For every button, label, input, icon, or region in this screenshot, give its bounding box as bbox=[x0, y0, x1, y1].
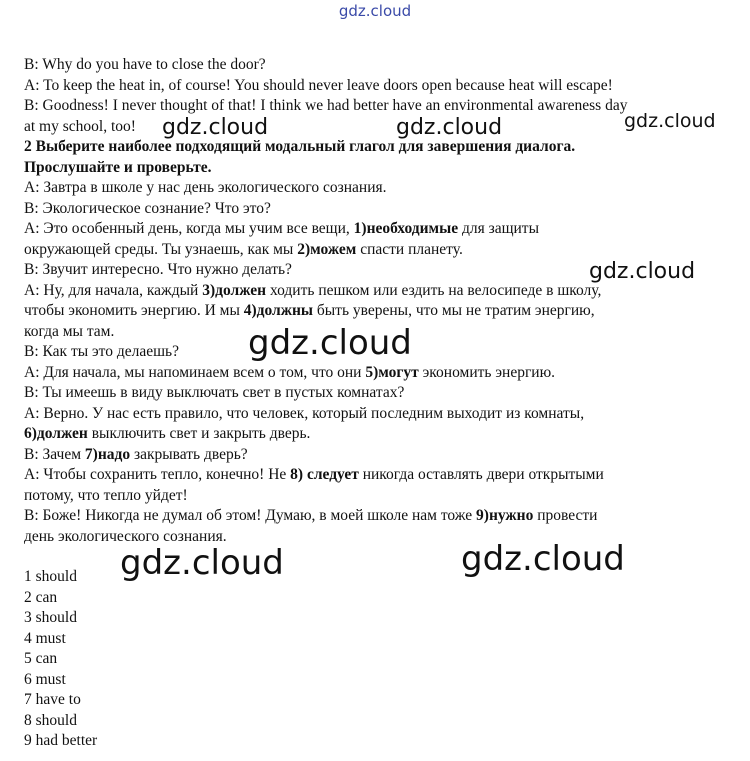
watermark: gdz.cloud bbox=[624, 110, 716, 132]
answer-highlight: 7)надо bbox=[84, 445, 131, 463]
dialogue-text: экономить энергию. bbox=[418, 363, 556, 381]
answer-item: 8 should bbox=[24, 711, 77, 729]
answer-item: 1 should bbox=[24, 568, 77, 585]
dialogue-text: быть уверены, что мы не тратим энергию, bbox=[313, 302, 595, 319]
dialogue-text: спасти планету. bbox=[356, 240, 463, 258]
dialogue-text: выключить свет и закрыть дверь. bbox=[87, 425, 311, 442]
dialogue-line bbox=[24, 404, 724, 425]
dialogue-text: A: Завтра в школе у нас день экологического сознания. bbox=[24, 179, 387, 196]
answer-list bbox=[24, 567, 724, 752]
dialogue-line bbox=[24, 445, 724, 466]
dialogue-line bbox=[24, 199, 724, 220]
watermark: gdz.cloud bbox=[589, 259, 696, 284]
dialogue-line bbox=[24, 424, 724, 445]
answer-item: 9 had better bbox=[24, 732, 98, 749]
answer-highlight: 5)могут bbox=[365, 363, 419, 381]
dialogue-line bbox=[24, 219, 724, 240]
dialogue-line: B: Why do you have to close the door? bbox=[24, 56, 266, 73]
dialogue-text: B: Экологическое сознание? Что это? bbox=[24, 199, 271, 217]
answer-highlight: 4)должны bbox=[243, 302, 313, 319]
dialogue-text: никогда оставлять двери открытыми bbox=[358, 466, 604, 483]
answer-highlight: 3)должен bbox=[202, 281, 267, 299]
answer-highlight: 1)необходимые bbox=[353, 220, 459, 237]
dialogue-text: закрывать дверь? bbox=[130, 445, 248, 463]
answer-highlight: 2)можем bbox=[297, 240, 357, 258]
watermark: gdz.cloud bbox=[461, 539, 625, 579]
watermark: gdz.cloud bbox=[120, 543, 284, 583]
dialogue-line: at my school, too! bbox=[24, 117, 136, 135]
answer-item: 4 must bbox=[24, 629, 66, 647]
dialogue-text: окружающей среды. Ты узнаешь, как мы bbox=[24, 240, 298, 258]
watermark: gdz.cloud bbox=[396, 115, 503, 140]
dialogue-text: ходить пешком или ездить на велосипеде в школу, bbox=[266, 281, 602, 299]
answer-item: 7 have to bbox=[24, 691, 81, 708]
dialogue-text: A: Верно. У нас есть правило, что человек, который последним выходит из комнаты, bbox=[24, 404, 585, 422]
task-heading: 2 Выберите наиболее подходящий модальный глагол для завершения диалога. bbox=[24, 138, 576, 155]
dialogue-text: для защиты bbox=[458, 220, 539, 237]
dialogue-text: B: Зачем bbox=[24, 445, 85, 463]
dialogue-text: B: Ты имеешь в виду выключать свет в пустых комнатах? bbox=[24, 384, 405, 401]
dialogue-text: A: Ну, для начала, каждый bbox=[24, 281, 203, 299]
dialogue-text: A: Для начала, мы напоминаем всем о том, что они bbox=[24, 363, 366, 381]
dialogue-line bbox=[24, 486, 724, 507]
answer-highlight: 8) следует bbox=[290, 466, 359, 483]
dialogue-text: чтобы экономить энергию. И мы bbox=[24, 302, 244, 319]
dialogue-text: B: Как ты это делаешь? bbox=[24, 343, 179, 360]
dialogue-text: провести bbox=[533, 507, 598, 524]
dialogue-text: когда мы там. bbox=[24, 322, 115, 340]
watermark: gdz.cloud bbox=[248, 323, 412, 363]
answer-item: 6 must bbox=[24, 670, 66, 688]
dialogue-line bbox=[24, 465, 724, 486]
answer-item: 2 can bbox=[24, 588, 58, 606]
watermark: gdz.cloud bbox=[162, 115, 269, 140]
dialogue-text: A: Это особенный день, когда мы учим все вещи, bbox=[24, 220, 354, 237]
answer-highlight: 9)нужно bbox=[476, 507, 534, 524]
dialogue-line bbox=[24, 301, 724, 322]
task-instruction: Прослушайте и проверьте. bbox=[24, 158, 212, 176]
answer-highlight: 6)должен bbox=[24, 425, 88, 442]
answer-item: 3 should bbox=[24, 609, 77, 626]
answer-item: 5 can bbox=[24, 650, 58, 667]
dialogue-text: A: Чтобы сохранить тепло, конечно! Не bbox=[24, 466, 291, 483]
header-watermark: gdz.cloud bbox=[338, 2, 412, 20]
dialogue-line: A: To keep the heat in, of course! You should never leave doors open because heat will escape! bbox=[24, 76, 613, 94]
dialogue-text: день экологического сознания. bbox=[24, 527, 227, 545]
dialogue-text: потому, что тепло уйдет! bbox=[24, 486, 188, 504]
dialogue-line bbox=[24, 506, 724, 527]
dialogue-line bbox=[24, 178, 724, 199]
dialogue-line: B: Goodness! I never thought of that! I think we had better have an environmental awareness day bbox=[24, 97, 628, 114]
dialogue-text: B: Звучит интересно. Что нужно делать? bbox=[24, 261, 292, 278]
english-dialogue bbox=[24, 55, 724, 137]
dialogue-line bbox=[24, 240, 724, 261]
dialogue-text: B: Боже! Никогда не думал об этом! Думаю, в моей школе нам тоже bbox=[24, 507, 477, 524]
dialogue-line bbox=[24, 363, 724, 384]
dialogue-line bbox=[24, 383, 724, 404]
document-body bbox=[24, 55, 724, 752]
